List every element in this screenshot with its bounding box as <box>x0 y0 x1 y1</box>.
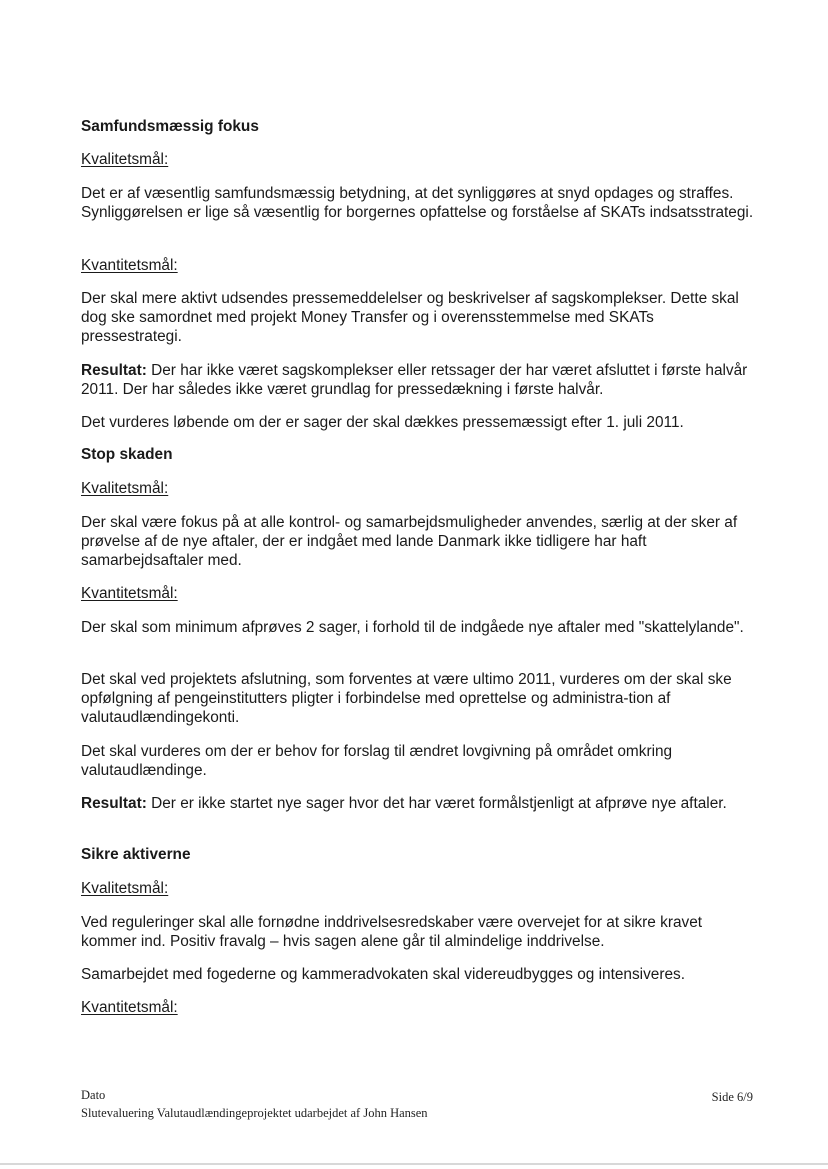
kvalitetsmaal-label: Kvalitetsmål: <box>81 480 169 497</box>
kvantitetsmaal-label: Kvantitetsmål: <box>81 257 178 274</box>
paragraph: Der skal mere aktivt udsendes pressemeddelelser og beskrivelser af sagskomplekser. Dette skal dog ske samordnet med projekt Money Transfer og i overensstemmelse med SKATs pressestrategi. <box>81 290 739 345</box>
section-heading-sikre-aktiverne: Sikre aktiverne <box>81 846 191 863</box>
result-label: Resultat: <box>81 795 147 812</box>
paragraph: Der skal som minimum afprøves 2 sager, i forhold til de indgåede nye aftaler med "skattelylande". <box>81 619 744 636</box>
footer-page-number: Side 6/9 <box>711 1090 753 1104</box>
footer-document-title: Slutevaluering Valutaudlændingeprojektet udarbejdet af John Hansen <box>81 1106 428 1120</box>
kvantitetsmaal-label: Kvantitetsmål: <box>81 999 178 1016</box>
result-text: Der er ikke startet nye sager hvor det har været formålstjenligt at afprøve nye aftaler. <box>146 795 727 812</box>
section-heading-stop-skaden: Stop skaden <box>81 446 173 463</box>
paragraph: Ved reguleringer skal alle fornødne inddrivelsesredskaber være overvejet for at sikre kravet kommer ind. Positiv fravalg – hvis sagen alene går til almindelige inddrivelse. <box>81 914 703 950</box>
result-paragraph <box>81 362 756 400</box>
paragraph: Det er af væsentlig samfundsmæssig betydning, at det synliggøres at snyd opdages og straffes. Synliggørelsen er lige så væsentlig for borgernes opfattelse og forståelse af SKATs indsatsstrategi. <box>81 185 754 221</box>
paragraph: Der skal være fokus på at alle kontrol- og samarbejdsmuligheder anvendes, særlig at der sker af prøvelse af de nye aftaler, der er indgået med lande Danmark ikke tidligere har haft samarbejdsaftaler med. <box>81 514 738 569</box>
paragraph: Det skal ved projektets afslutning, som forventes at være ultimo 2011, vurderes om der skal ske opfølgning af pengeinstitutters pligter i forbindelse med oprettelse og administra-tion af valutaudlændingekonti. <box>81 671 732 726</box>
section-heading-samfundsmaessig: Samfundsmæssig fokus <box>81 118 259 135</box>
result-paragraph <box>81 795 756 814</box>
footer-date-label: Dato <box>81 1088 106 1102</box>
result-label: Resultat: <box>81 362 147 379</box>
kvalitetsmaal-label: Kvalitetsmål: <box>81 151 169 168</box>
kvantitetsmaal-label: Kvantitetsmål: <box>81 585 178 602</box>
result-text: Der har ikke været sagskomplekser eller retssager der har været afsluttet i første halvår 2011. Der har således ikke været grundlag for pressedækning i første halvår. <box>81 362 748 398</box>
paragraph: Det vurderes løbende om der er sager der skal dækkes pressemæssigt efter 1. juli 2011. <box>81 414 684 431</box>
kvalitetsmaal-label: Kvalitetsmål: <box>81 880 169 897</box>
paragraph: Det skal vurderes om der er behov for forslag til ændret lovgivning på området omkring valutaudlændinge. <box>81 743 673 779</box>
paragraph: Samarbejdet med fogederne og kammeradvokaten skal videreudbygges og intensiveres. <box>81 966 686 983</box>
page-bottom-edge <box>0 1163 828 1165</box>
